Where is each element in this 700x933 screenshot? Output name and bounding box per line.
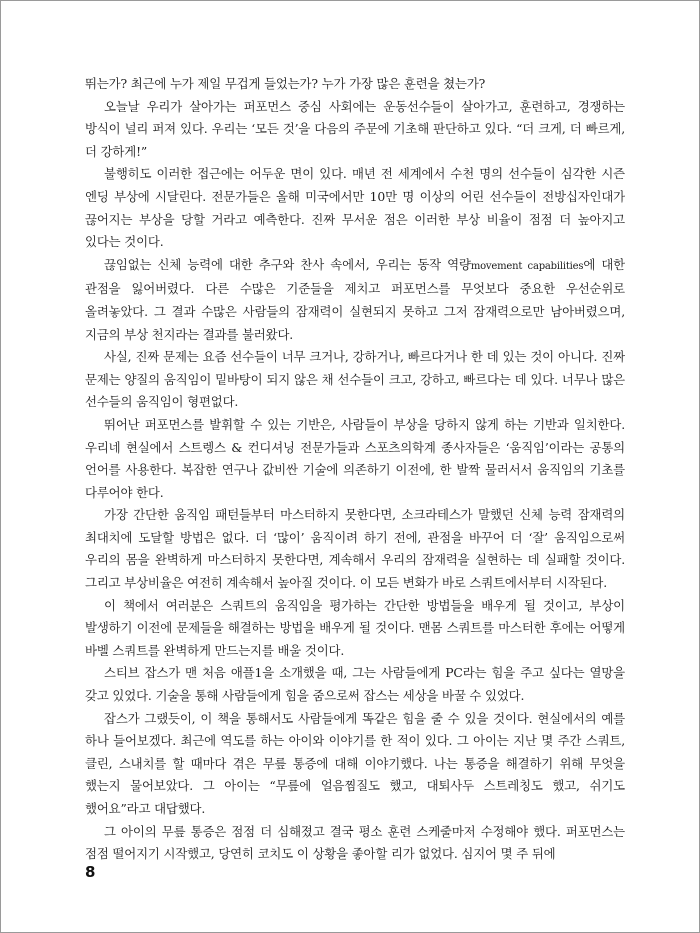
paragraph-text: 에 대한 관점을 잃어버렸다. 다른 수많은 기준들을 제치고 퍼포먼스를 무엇보다 중요한 우선순위로 올려놓았다. 그 결과 수많은 사람들의 잠재력이 실현되지 못하고 그저 잠재력으로만 남아버렸으며, 지금의 부상 천지라는 결과를 불러왔다. (85, 256, 625, 342)
paragraph: 가장 간단한 움직임 패턴들부터 마스터하지 못한다면, 소크라테스가 말했던 신체 능력 잠재력의 최대치에 도달할 방법은 없다. 더 ‘많이’ 움직이려 하기 전에, 관점을 바꾸어 더 ‘잘’ 움직임으로써 우리의 몸을 완벽하게 마스터하지 못한다면, 계속해서 우리의 잠재력을 실현하는 데 실패할 것이다. 그리고 부상비율은 여전히 계속해서 높아질 것이다. 이 모든 변화가 바로 스쿼트에서부터 시작된다. (85, 507, 625, 591)
paragraph: 뛰어난 퍼포먼스를 발휘할 수 있는 기반은, 사람들이 부상을 당하지 않게 하는 기반과 일치한다. 우리네 현실에서 스트렝스 & 컨디셔닝 전문가들과 스포츠의학계 종사자들은 ‘움직임’이라는 공통의 언어를 사용한다. 복잡한 연구나 값비싼 기술에 의존하기 이전에, 한 발짝 물러서서 움직임의 기초를 다루어야 한다. (85, 416, 625, 500)
page-number: 8 (85, 863, 96, 881)
paragraph (85, 254, 625, 346)
paragraph: 그 아이의 무릎 통증은 점점 더 심해졌고 결국 평소 훈련 스케줄마저 수정해야 했다. 퍼포먼스는 점점 떨어지기 시작했고, 당연히 코치도 이 상황을 좋아할 리가 없었다. 심지어 몇 주 뒤에 (85, 823, 625, 862)
paragraph: 사실, 진짜 문제는 요즘 선수들이 너무 크거나, 강하거나, 빠르다거나 한 데 있는 것이 아니다. 진짜 문제는 양질의 움직임이 밑바탕이 되지 않은 채 선수들이 크고, 강하고, 빠르다는 데 있다. 너무나 많은 선수들의 움직임이 형편없다. (85, 349, 625, 410)
paragraph: 잡스가 그랬듯이, 이 책을 통해서도 사람들에게 똑같은 힘을 줄 수 있을 것이다. 현실에서의 예를 하나 들어보겠다. 최근에 역도를 하는 아이와 이야기를 한 적이 있다. 그 아이는 지난 몇 주간 스쿼트, 클린, 스내치를 할 때마다 겪은 무릎 통증에 대해 이야기했다. 나는 통증을 해결하기 위해 무엇을 했는지 물어보았다. 그 아이는 “무릎에 얼음찜질도 했고, 대퇴사두 스트레칭도 했고, 쉬기도 했어요”라고 대답했다. (85, 710, 625, 816)
paragraph: 스티브 잡스가 맨 처음 애플1을 소개했을 때, 그는 사람들에게 PC라는 힘을 주고 싶다는 열망을 갖고 있었다. 기술을 통해 사람들에게 힘을 줌으로써 잡스는 세상을 바꿀 수 있었다. (85, 665, 625, 704)
paragraph-text: 끊임없는 신체 능력에 대한 추구와 찬사 속에서, 우리는 동작 역량 (104, 256, 471, 272)
body-text (85, 73, 625, 866)
paragraph: 뛰는가? 최근에 누가 제일 무겁게 들었는가? 누가 가장 많은 훈련을 쳤는가? (85, 76, 486, 91)
paragraph: 불행히도 이러한 접근에는 어두운 면이 있다. 매년 전 세계에서 수천 명의 선수들이 심각한 시즌 엔딩 부상에 시달린다. 전문가들은 올해 미국에서만 10만 명 이상의 어린 선수들이 전방십자인대가 끊어지는 부상을 당할 거라고 예측한다. 진짜 무서운 점은 이러한 부상 비율이 점점 더 높아지고 있다는 것이다. (85, 166, 625, 250)
paragraph: 오늘날 우리가 살아가는 퍼포먼스 중심 사회에는 운동선수들이 살아가고, 훈련하고, 경쟁하는 방식이 널리 퍼져 있다. 우리는 ‘모든 것’을 다음의 주문에 기초해 판단하고 있다. “더 크게, 더 빠르게, 더 강하게!” (85, 98, 625, 159)
english-term: movement capabilities (470, 260, 584, 272)
paragraph: 이 책에서 여러분은 스쿼트의 움직임을 평가하는 간단한 방법들을 배우게 될 것이고, 부상이 발생하기 이전에 문제들을 해결하는 방법을 배우게 될 것이다. 맨몸 스쿼트를 마스터한 후에는 어떻게 바벨 스쿼트를 완벽하게 만드는지를 배울 것이다. (85, 597, 625, 658)
